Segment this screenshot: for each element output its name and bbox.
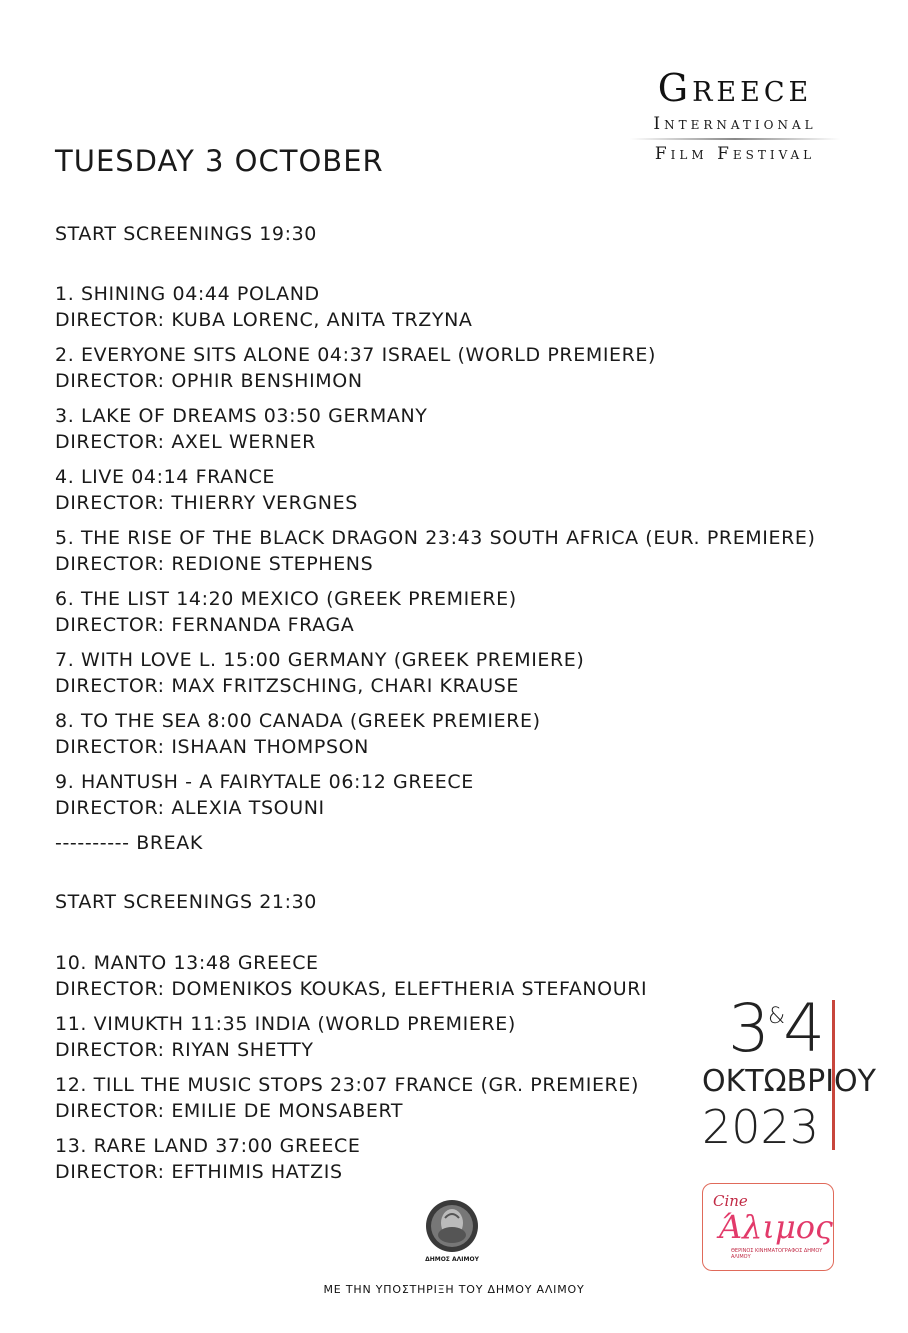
logo-international-text: International: [653, 114, 817, 134]
ampersand: &: [768, 1004, 784, 1029]
logo-divider: [630, 138, 840, 140]
film-title: 12. TILL THE MUSIC STOPS 23:07 FRANCE (GR. PREMIERE): [55, 1074, 639, 1096]
film-director: DIRECTOR: EFTHIMIS HATZIS: [55, 1161, 343, 1183]
film-title: 10. MANTO 13:48 GREECE: [55, 952, 319, 974]
session2-start: [55, 889, 317, 915]
film-director: DIRECTOR: FERNANDA FRAGA: [55, 614, 355, 636]
film-entry: [55, 950, 647, 1002]
film-entry: [55, 464, 816, 516]
day-b: 4: [783, 990, 824, 1067]
film-entry: [55, 647, 816, 699]
film-entry: [55, 1072, 647, 1124]
session1-list: [55, 281, 816, 856]
session1-start-text: START SCREENINGS 19:30: [55, 223, 317, 245]
film-title: 13. RARE LAND 37:00 GREECE: [55, 1135, 361, 1157]
day-a: 3: [728, 990, 768, 1067]
film-director: DIRECTOR: ISHAAN THOMPSON: [55, 736, 369, 758]
film-entry: [55, 525, 816, 577]
page-title: TUESDAY 3 OCTOBER: [55, 144, 384, 178]
film-director: DIRECTOR: AXEL WERNER: [55, 431, 316, 453]
film-director: DIRECTOR: RIYAN SHETTY: [55, 1039, 314, 1061]
film-director: DIRECTOR: DOMENIKOS KOUKAS, ELEFTHERIA STEFANOURI: [55, 978, 648, 1000]
dates-days: [728, 990, 823, 1067]
film-director: DIRECTOR: MAX FRITZSCHING, CHARI KRAUSE: [55, 675, 520, 697]
festival-logo: [630, 66, 840, 164]
film-title: 3. LAKE OF DREAMS 03:50 GERMANY: [55, 405, 428, 427]
session2-list: [55, 950, 647, 1185]
dates-month: ΟΚΤΩΒΡΙΟΥ: [702, 1064, 876, 1099]
film-entry: [55, 403, 816, 455]
film-title: 4. LIVE 04:14 FRANCE: [55, 466, 276, 488]
logo-greece-text: Greece: [657, 66, 813, 110]
municipality-seal-icon: [419, 1198, 485, 1268]
film-entry: [55, 769, 816, 821]
break-text: ---------- BREAK: [55, 832, 203, 854]
film-title: 11. VIMUKTH 11:35 INDIA (WORLD PREMIERE): [55, 1013, 516, 1035]
cine-name: Άλιμος: [719, 1208, 833, 1246]
film-director: DIRECTOR: ALEXIA TSOUNI: [55, 797, 325, 819]
dates-year: 2023: [702, 1100, 820, 1154]
session1-start: [55, 221, 317, 247]
logo-film-festival-text: Film Festival: [654, 144, 816, 164]
film-entry: [55, 586, 816, 638]
film-title: 1. SHINING 04:44 POLAND: [55, 283, 320, 305]
break-marker: [55, 830, 816, 856]
seal-caption: ΔΗΜΟΣ ΑΛΙΜΟΥ: [425, 1256, 479, 1263]
film-title: 5. THE RISE OF THE BLACK DRAGON 23:43 SOUTH AFRICA (EUR. PREMIERE): [55, 527, 816, 549]
film-entry: [55, 1133, 647, 1185]
film-title: 2. EVERYONE SITS ALONE 04:37 ISRAEL (WORLD PREMIERE): [55, 344, 657, 366]
film-director: DIRECTOR: OPHIR BENSHIMON: [55, 370, 363, 392]
film-entry: [55, 708, 816, 760]
cine-label: Cine: [713, 1192, 748, 1210]
film-title: 9. HANTUSH - A FAIRYTALE 06:12 GREECE: [55, 771, 474, 793]
support-text: ΜΕ ΤΗΝ ΥΠΟΣΤΗΡΙΞΗ ΤΟΥ ΔΗΜΟΥ ΑΛΙΜΟΥ: [323, 1283, 585, 1296]
film-title: 6. THE LIST 14:20 MEXICO (GREEK PREMIERE): [55, 588, 517, 610]
film-director: DIRECTOR: EMILIE DE MONSABERT: [55, 1100, 404, 1122]
film-entry: [55, 1011, 647, 1063]
film-title: 8. TO THE SEA 8:00 CANADA (GREEK PREMIERE): [55, 710, 541, 732]
cine-subtitle: ΘΕΡΙΝΟΣ ΚΙΝΗΜΑΤΟΓΡΑΦΟΣ ΔΗΜΟΥ ΑΛΙΜΟΥ: [731, 1248, 823, 1260]
film-director: DIRECTOR: THIERRY VERGNES: [55, 492, 358, 514]
film-entry: [55, 281, 816, 333]
film-entry: [55, 342, 816, 394]
film-director: DIRECTOR: REDIONE STEPHENS: [55, 553, 374, 575]
film-title: 7. WITH LOVE L. 15:00 GERMANY (GREEK PREMIERE): [55, 649, 585, 671]
film-director: DIRECTOR: KUBA LORENC, ANITA TRZYNA: [55, 309, 473, 331]
cine-alimos-logo: [702, 1183, 834, 1271]
session2-start-text: START SCREENINGS 21:30: [55, 891, 317, 913]
